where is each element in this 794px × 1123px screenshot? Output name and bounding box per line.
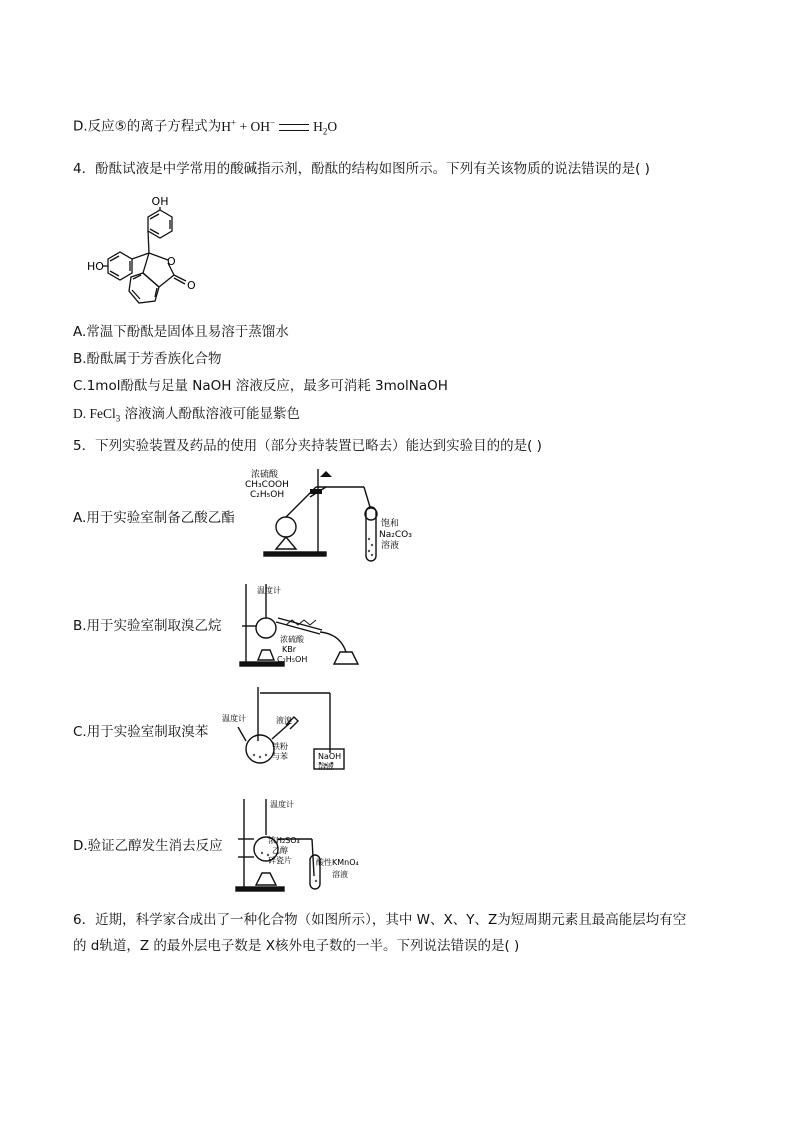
q5-option-a: A.用于实验室制备乙酸乙酯: [73, 510, 235, 526]
q4-option-b: B.酚酞属于芳香族化合物: [73, 351, 222, 367]
apparatus-c-bromobenzene: [220, 683, 350, 773]
fig-a-label-2: CH₃COOH: [245, 480, 289, 490]
q4-option-a: A.常温下酚酞是固体且易溶于蒸馏水: [73, 324, 289, 340]
fig-b-label-2: KBr: [282, 645, 297, 654]
fig-c-thermometer: 温度计: [222, 714, 246, 723]
q5-option-b: B.用于实验室制取溴乙烷: [73, 618, 222, 634]
oh-top-label: OH: [151, 195, 169, 208]
q4-stem: 4．酚酞试液是中学常用的酸碱指示剂，酚酞的结构如图所示。下列有关该物质的说法错误的是( ): [73, 161, 650, 177]
fig-a-label-r1: 饱和: [381, 519, 400, 529]
fig-d-label-3: 碎瓷片: [268, 856, 292, 865]
q5-stem: 5．下列实验装置及药品的使用（部分夹持装置已略去）能达到实验目的的是( ): [73, 438, 542, 454]
ion-equation: H+ + OH− $H_2O$: [221, 117, 338, 137]
q5-option-c: C.用于实验室制取溴苯: [73, 724, 209, 740]
fig-a-label-3: C₂H₅OH: [250, 490, 285, 500]
fig-c-label-3: 与苯: [272, 752, 288, 761]
fig-a-label-r3: 溶液: [381, 541, 400, 551]
phenolphthalein-structure: [75, 193, 205, 303]
fig-c-label-2: 铁粉: [272, 742, 288, 751]
q4-option-c: C.1mol酚酞与足量 NaOH 溶液反应，最多可消耗 3molNaOH: [73, 378, 448, 394]
fig-d-label-1: 浓H₂SO₄: [268, 836, 300, 845]
apparatus-d-elimination: [234, 795, 364, 895]
q6-line-2: 的 d轨道，Z 的最外层电子数是 X核外电子数的一半。下列说法错误的是( ): [73, 938, 520, 954]
fig-c-label-r1: NaOH: [318, 752, 342, 761]
o-carbonyl-label: O: [187, 279, 196, 292]
fig-d-label-r2: 溶液: [332, 870, 348, 879]
fig-d-label-r1: 酸性KMnO₄: [316, 858, 359, 867]
q6-line-1: 6．近期，科学家合成出了一种化合物（如图所示），其中 W、X、Y、Z为短周期元素且最高能层均有空: [73, 912, 687, 928]
equals-arrow: [279, 124, 309, 131]
fig-a-label-1: 浓硫酸: [251, 470, 279, 480]
fig-c-label-1: 液溴: [276, 716, 292, 725]
fig-a-label-r2: Na₂CO₃: [379, 530, 412, 540]
fig-d-thermometer: 温度计: [270, 800, 294, 809]
q3-option-d: [73, 113, 337, 140]
fig-b-label-1: 浓硫酸: [280, 635, 304, 644]
q3-option-d-prefix: D.反应⑤的离子方程式为: [73, 118, 222, 135]
o-ring-label: O: [167, 255, 176, 268]
apparatus-a-esterification: [240, 467, 412, 567]
fig-d-label-2: 乙醇: [272, 846, 288, 855]
ho-left-label: HO: [87, 260, 104, 273]
apparatus-b-bromoethane: [236, 580, 366, 670]
fig-b-thermometer: 温度计: [257, 586, 281, 595]
fig-b-label-3: C₂H₅OH: [277, 655, 308, 664]
fig-c-label-r2: 溶液: [318, 762, 334, 771]
q4-option-d: D. FeCl$_3$ 溶液滴人酚酞溶液可能显紫色: [73, 406, 301, 424]
q5-option-d: D.验证乙醇发生消去反应: [73, 838, 223, 854]
